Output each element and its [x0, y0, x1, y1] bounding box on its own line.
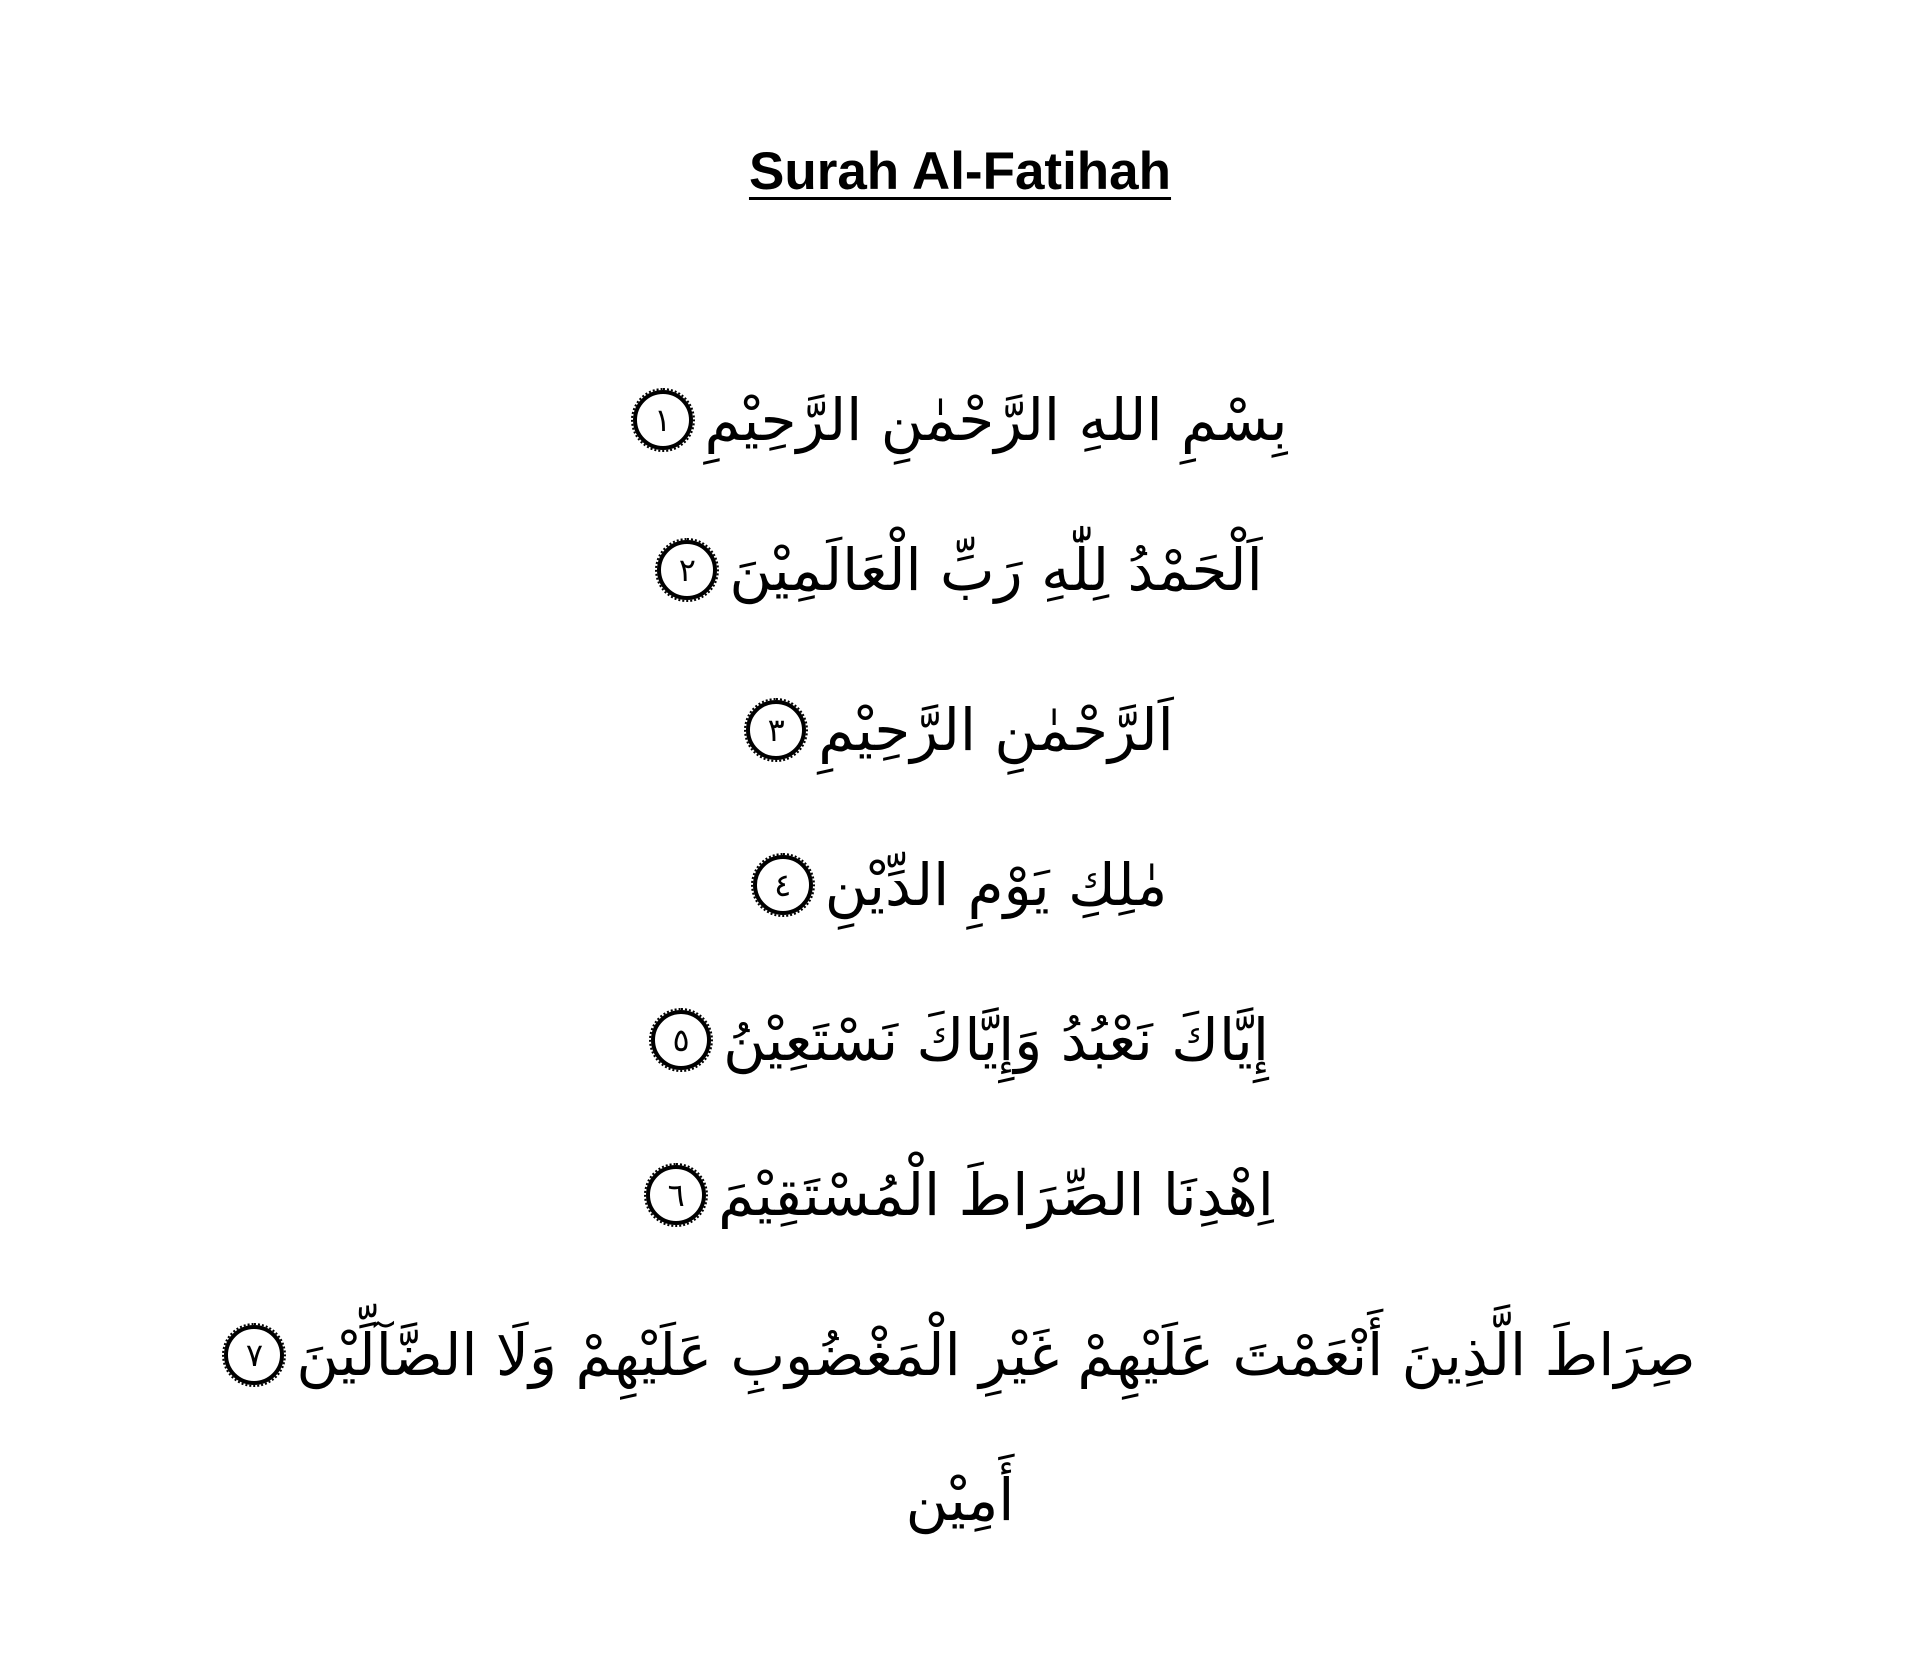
- verse-4-text: مٰلِكِ يَوْمِ الدِّيْنِ: [824, 851, 1168, 919]
- page-title: [0, 140, 1920, 204]
- verse-5-text: إِيَّاكَ نَعْبُدُ وَإِيَّاكَ نَسْتَعِيْنُ: [723, 1006, 1269, 1074]
- closing-ameen: [0, 1435, 1920, 1565]
- verse-5-number-marker: ٥: [651, 1010, 711, 1070]
- verse-1-number-marker: ١: [633, 390, 693, 450]
- verse-2: [0, 505, 1920, 635]
- verse-6-text: اِهْدِنَا الصِّرَاطَ الْمُسْتَقِيْمَ: [718, 1161, 1274, 1229]
- verse-7-text: صِرَاطَ الَّذِينَ أَنْعَمْتَ عَلَيْهِمْ غَيْرِ الْمَغْضُوبِ عَلَيْهِمْ وَلَا الضَّآلِّيْنَ: [296, 1321, 1696, 1389]
- verse-4-number-marker: ٤: [753, 855, 813, 915]
- verse-4: [0, 820, 1920, 950]
- verse-6: [0, 1130, 1920, 1260]
- verse-7-number-marker: ٧: [224, 1325, 284, 1385]
- verse-2-text: اَلْحَمْدُ لِلّٰهِ رَبِّ الْعَالَمِيْنَ: [729, 536, 1263, 604]
- verse-2-number-marker: ٢: [657, 540, 717, 600]
- verse-6-number-marker: ٦: [646, 1165, 706, 1225]
- verse-7: [0, 1290, 1920, 1420]
- page-title-text: Surah Al-Fatihah: [748, 142, 1172, 201]
- verse-3-text: اَلرَّحْمٰنِ الرَّحِيْمِ: [818, 696, 1174, 764]
- verse-3: [0, 665, 1920, 795]
- verse-1: [0, 355, 1920, 485]
- verse-3-number-marker: ٣: [746, 700, 806, 760]
- verse-1-text: بِسْمِ اللهِ الرَّحْمٰنِ الرَّحِيْمِ: [704, 386, 1288, 454]
- closing-ameen-text: أَمِيْن: [905, 1466, 1015, 1534]
- verse-5: [0, 975, 1920, 1105]
